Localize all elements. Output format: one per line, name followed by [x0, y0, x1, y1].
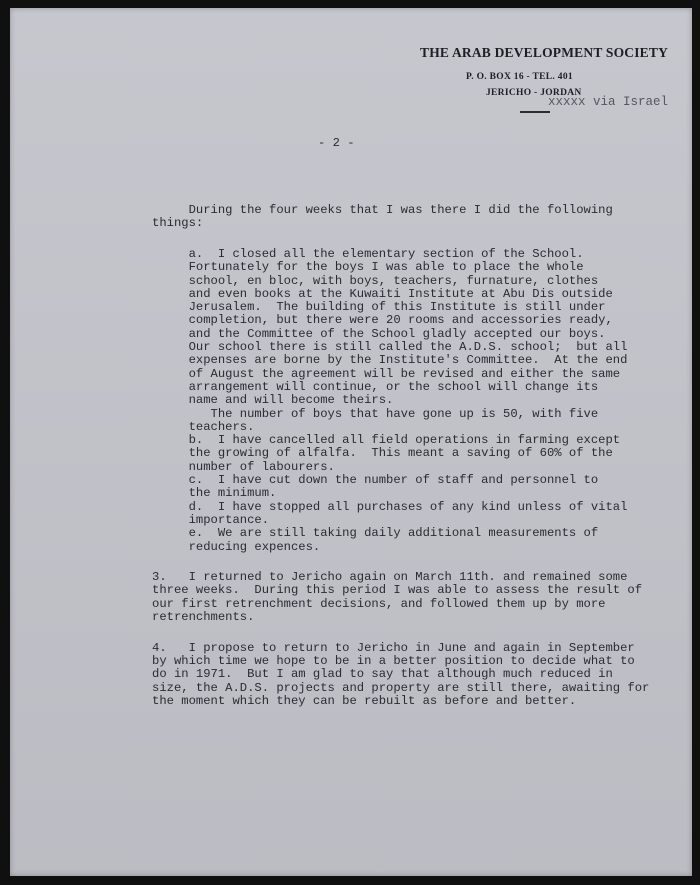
body-line: a. I closed all the elementary section of the School.: [152, 246, 584, 261]
body-line: d. I have stopped all purchases of any kind unless of vital: [152, 499, 628, 514]
body-line: and even books at the Kuwaiti Institute at Abu Dis outside: [152, 286, 613, 301]
page-number: - 2 -: [318, 136, 355, 150]
organization-name: THE ARAB DEVELOPMENT SOCIETY: [420, 45, 669, 60]
body-line: teachers.: [152, 419, 255, 434]
body-line: During the four weeks that I was there I did the following: [152, 203, 613, 217]
body-line: the minimum.: [152, 486, 277, 501]
body-line: size, the A.D.S. projects and property are still there, awaiting for: [152, 680, 650, 695]
letter-page: [10, 8, 692, 876]
body-line: reducing expences.: [152, 539, 321, 554]
body-line: Fortunately for the boys I was able to place the whole: [152, 260, 584, 275]
body-line: and the Committee of the School gladly accepted our boys.: [152, 326, 606, 341]
address-line-2: JERICHO - JORDAN: [486, 88, 582, 98]
body-line: do in 1971. But I am glad to say that although much reduced in: [152, 667, 613, 682]
body-line: the growing of alfalfa. This meant a saving of 60% of the: [152, 446, 613, 461]
body-line: number of labourers.: [152, 459, 335, 474]
address-line-1: P. O. BOX 16 - TEL. 401: [466, 72, 573, 82]
body-line: e. We are still taking daily additional measurements of: [152, 526, 599, 541]
body-line: completion, but there were 20 rooms and accessories ready,: [152, 313, 613, 328]
body-line: three weeks. During this period I was able to assess the result of: [152, 583, 643, 598]
body-line: things:: [152, 216, 204, 231]
body-line: c. I have cut down the number of staff and personnel to: [152, 473, 599, 487]
body-line: the moment which they can be rebuilt as before and better.: [152, 693, 577, 708]
body-line: arrangement will continue, or the school will change its: [152, 379, 599, 394]
body-line: our first retrenchment decisions, and followed them up by more: [152, 596, 606, 611]
body-line: retrenchments.: [152, 610, 255, 624]
body-line: b. I have cancelled all field operations in farming except: [152, 433, 621, 448]
body-line: Jerusalem. The building of this Institute is still under: [152, 300, 606, 315]
body-line: by which time we hope to be in a better position to decide what to: [152, 653, 635, 668]
body-line: name and will become theirs.: [152, 393, 394, 408]
handwritten-underline: [520, 111, 550, 113]
body-line: Our school there is still called the A.D.S. school; but all: [152, 340, 628, 354]
body-line: 4. I propose to return to Jericho in June and again in September: [152, 640, 635, 655]
body-line: The number of boys that have gone up is 50, with five: [152, 406, 599, 421]
body-line: expenses are borne by the Institute's Committee. At the end: [152, 353, 628, 368]
body-line: 3. I returned to Jericho again on March 11th. and remained some: [152, 570, 628, 585]
body-line: of August the agreement will be revised and either the same: [152, 366, 621, 381]
body-line: importance.: [152, 512, 270, 527]
via-israel-annotation: xxxxx via Israel: [548, 95, 669, 109]
body-line: school, en bloc, with boys, teachers, furnature, clothes: [152, 273, 599, 288]
